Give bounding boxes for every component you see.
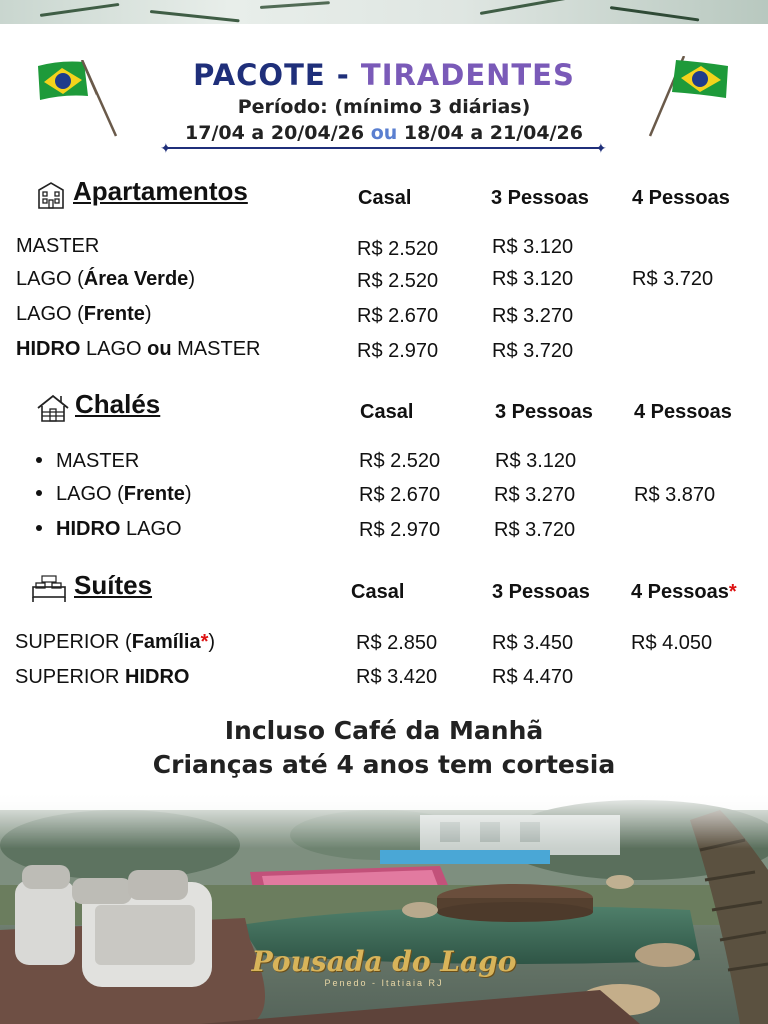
apt-master-casal: R$ 2.520 xyxy=(357,238,439,260)
children-courtesy-text: Crianças até 4 anos tem cortesia xyxy=(152,750,616,779)
apt-hidro-casal: R$ 2.970 xyxy=(357,340,439,362)
bed-icon xyxy=(30,574,68,604)
logo-name: Pousada do Lago xyxy=(251,945,517,978)
section-title-suites: Suítes xyxy=(74,570,153,600)
pousada-logo xyxy=(0,945,768,988)
section-title-chales: Chalés xyxy=(75,389,161,419)
title-tiradentes: TIRADENTES xyxy=(360,58,575,92)
apt-lago-frente-3p: R$ 3.270 xyxy=(492,305,574,327)
logo-location: Penedo - Itatiaia RJ xyxy=(324,978,444,988)
col-3-pessoas: 3 Pessoas xyxy=(491,187,589,209)
suite-superior-hidro-3p: R$ 4.470 xyxy=(492,666,574,688)
col-casal-chales: Casal xyxy=(360,401,414,423)
asterisk-note: * xyxy=(728,581,737,603)
apt-row-hidro-label: HIDRO LAGO ou MASTER xyxy=(16,338,261,360)
apt-row-lago-area-verde-label: LAGO (Área Verde) xyxy=(16,268,195,290)
col-4-pessoas-suites: 4 Pessoas* xyxy=(631,581,737,603)
chale-hidro-3p: R$ 3.720 xyxy=(494,519,576,541)
building-icon xyxy=(36,180,66,210)
chale-row-master-label: MASTER xyxy=(36,450,139,473)
apt-lago-area-verde-casal: R$ 2.520 xyxy=(357,270,439,292)
top-photo-strip xyxy=(0,0,768,24)
apt-hidro-3p: R$ 3.720 xyxy=(492,340,574,362)
dates-line xyxy=(0,122,768,144)
chale-row-hidro-label: HIDRO LAGO xyxy=(36,518,182,541)
chale-master-casal: R$ 2.520 xyxy=(359,450,441,472)
period-text: Período: (mínimo 3 diárias) xyxy=(237,96,531,118)
chale-lago-frente-4p: R$ 3.870 xyxy=(634,484,716,506)
apt-master-3p: R$ 3.120 xyxy=(492,236,574,258)
title-pacote: PACOTE - xyxy=(193,58,361,92)
suite-row-superior-hidro-label: SUPERIOR HIDRO xyxy=(15,666,190,688)
chale-hidro-casal: R$ 2.970 xyxy=(359,519,441,541)
section-title-apartamentos: Apartamentos xyxy=(73,176,248,206)
date-range-2: 18/04 a 21/04/26 xyxy=(403,122,583,144)
col-3-pessoas-chales: 3 Pessoas xyxy=(495,401,593,423)
chale-row-lago-frente-label: LAGO (Frente) xyxy=(36,483,192,506)
breakfast-included-text: Incluso Café da Manhã xyxy=(224,716,544,745)
title-divider xyxy=(166,147,601,149)
bullet-icon xyxy=(36,457,42,463)
apt-lago-area-verde-3p: R$ 3.120 xyxy=(492,268,574,290)
suite-superior-hidro-casal: R$ 3.420 xyxy=(356,666,438,688)
date-or: ou xyxy=(370,122,398,144)
col-3-pessoas-suites: 3 Pessoas xyxy=(492,581,590,603)
suite-superior-familia-3p: R$ 3.450 xyxy=(492,632,574,654)
pool-deck-illustration xyxy=(0,790,768,1024)
col-4-pessoas-chales: 4 Pessoas xyxy=(634,401,732,423)
apt-row-lago-frente-label: LAGO (Frente) xyxy=(16,303,152,325)
col-4-pessoas: 4 Pessoas xyxy=(632,187,730,209)
col-casal-suites: Casal xyxy=(351,581,405,603)
sparkle-right-icon: ✦ xyxy=(595,140,607,156)
apt-lago-frente-casal: R$ 2.670 xyxy=(357,305,439,327)
suite-superior-familia-casal: R$ 2.850 xyxy=(356,632,438,654)
suite-row-superior-familia-label: SUPERIOR (Família*) xyxy=(15,631,216,653)
bullet-icon xyxy=(36,490,42,496)
sparkle-left-icon: ✦ xyxy=(160,140,172,156)
page-title xyxy=(0,58,768,92)
col-casal: Casal xyxy=(358,187,412,209)
bullet-icon xyxy=(36,525,42,531)
apt-row-master-label: MASTER xyxy=(16,235,100,257)
chale-lago-frente-casal: R$ 2.670 xyxy=(359,484,441,506)
pousada-photo xyxy=(0,790,768,1024)
chale-master-3p: R$ 3.120 xyxy=(495,450,577,472)
apt-lago-area-verde-4p: R$ 3.720 xyxy=(632,268,714,290)
chale-lago-frente-3p: R$ 3.270 xyxy=(494,484,576,506)
date-range-1: 17/04 a 20/04/26 xyxy=(185,122,365,144)
suite-superior-familia-4p: R$ 4.050 xyxy=(631,632,713,654)
chalet-icon xyxy=(36,393,70,423)
